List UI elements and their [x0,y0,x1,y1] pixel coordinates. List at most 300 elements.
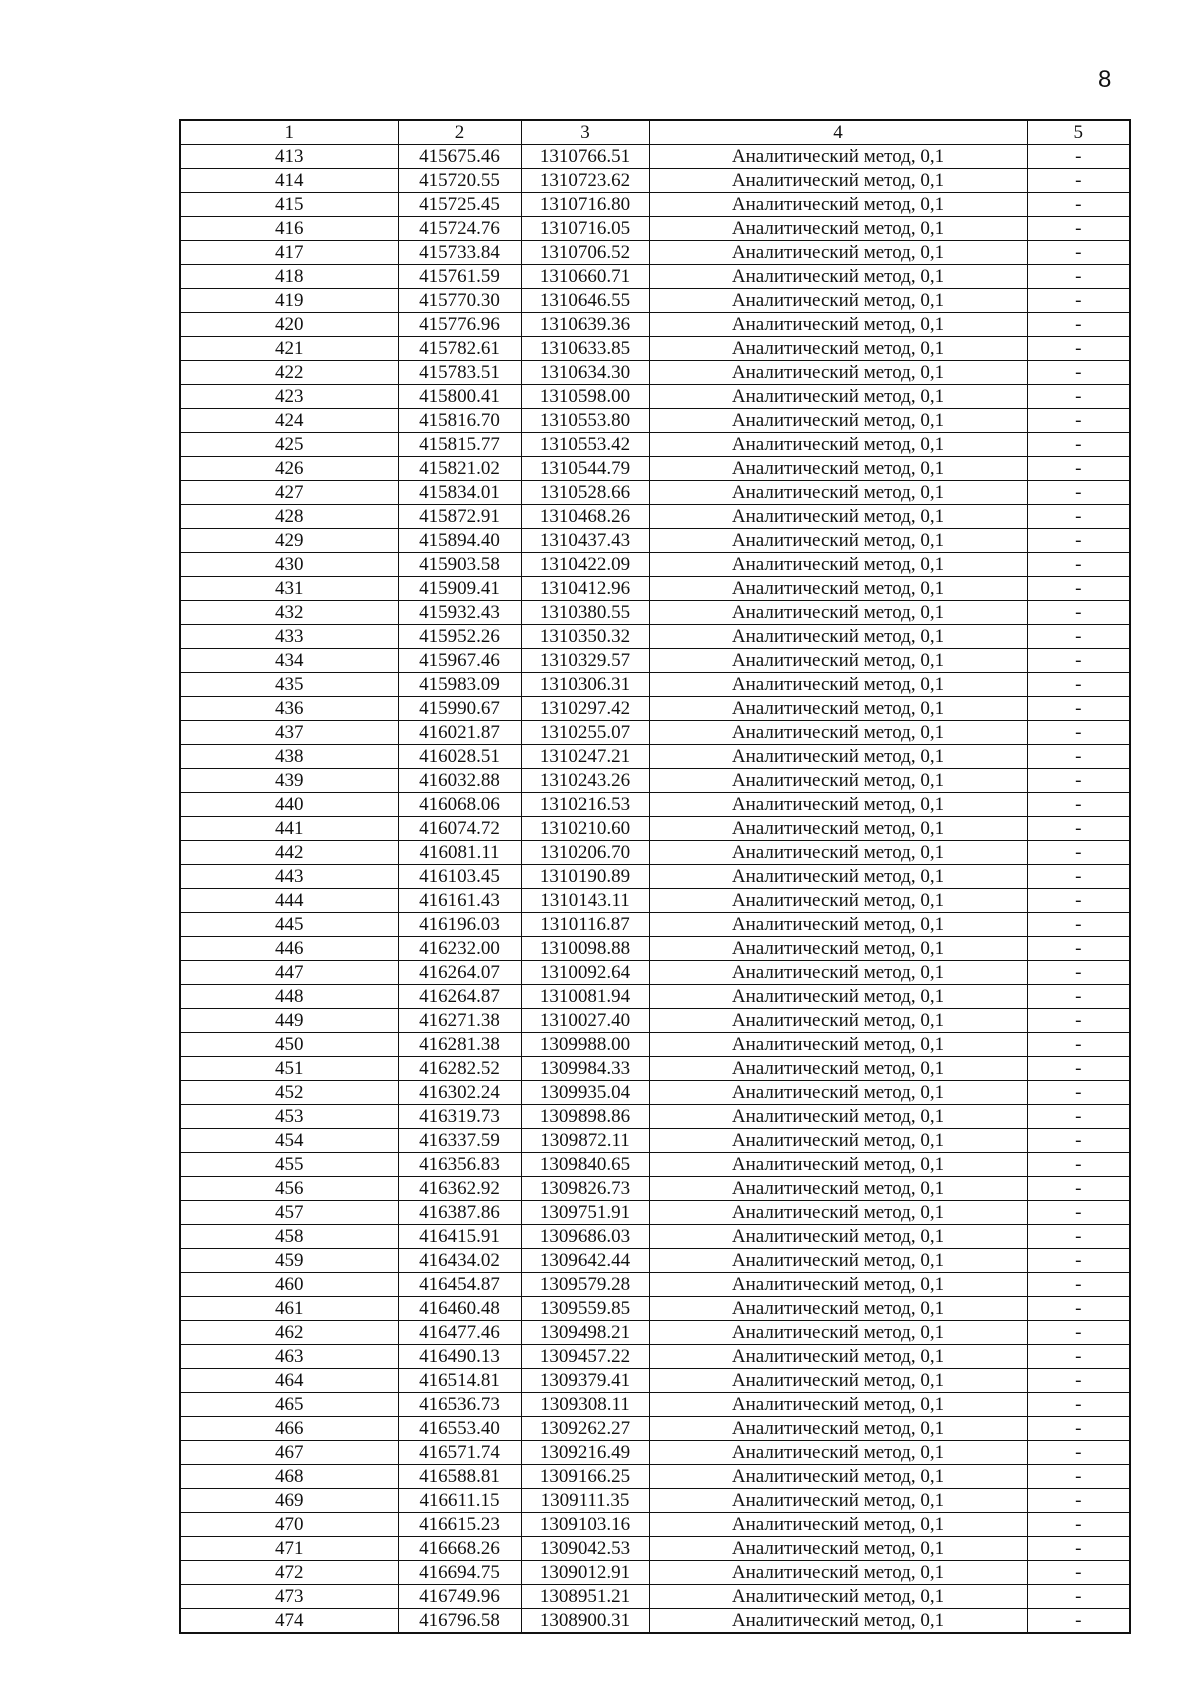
x-coordinate-cell: 416536.73 [398,1393,521,1417]
method-cell: Аналитический метод, 0,1 [649,625,1027,649]
point-number-cell: 471 [180,1537,398,1561]
y-coordinate-cell: 1310766.51 [521,145,649,169]
note-cell: - [1027,1129,1130,1153]
point-number-cell: 467 [180,1441,398,1465]
point-number-cell: 469 [180,1489,398,1513]
point-number-cell: 443 [180,865,398,889]
note-cell: - [1027,217,1130,241]
table-row [180,481,1130,505]
note-cell: - [1027,529,1130,553]
method-cell: Аналитический метод, 0,1 [649,1273,1027,1297]
note-cell: - [1027,601,1130,625]
x-coordinate-cell: 416068.06 [398,793,521,817]
x-coordinate-cell: 416337.59 [398,1129,521,1153]
table-row [180,769,1130,793]
table-body [180,145,1130,1634]
note-cell: - [1027,265,1130,289]
table-row [180,1273,1130,1297]
method-cell: Аналитический метод, 0,1 [649,601,1027,625]
note-cell: - [1027,937,1130,961]
method-cell: Аналитический метод, 0,1 [649,1465,1027,1489]
y-coordinate-cell: 1309308.11 [521,1393,649,1417]
x-coordinate-cell: 416553.40 [398,1417,521,1441]
table-row [180,673,1130,697]
x-coordinate-cell: 416571.74 [398,1441,521,1465]
method-cell: Аналитический метод, 0,1 [649,817,1027,841]
point-number-cell: 439 [180,769,398,793]
note-cell: - [1027,961,1130,985]
table-row [180,1345,1130,1369]
y-coordinate-cell: 1310634.30 [521,361,649,385]
y-coordinate-cell: 1310306.31 [521,673,649,697]
method-cell: Аналитический метод, 0,1 [649,1153,1027,1177]
note-cell: - [1027,385,1130,409]
y-coordinate-cell: 1310716.80 [521,193,649,217]
note-cell: - [1027,553,1130,577]
y-coordinate-cell: 1310027.40 [521,1009,649,1033]
column-header: 1 [180,120,398,145]
table-row [180,1513,1130,1537]
x-coordinate-cell: 415782.61 [398,337,521,361]
table-row [180,1561,1130,1585]
table-row [180,433,1130,457]
note-cell: - [1027,913,1130,937]
note-cell: - [1027,1153,1130,1177]
note-cell: - [1027,673,1130,697]
method-cell: Аналитический метод, 0,1 [649,769,1027,793]
table-header-row [180,120,1130,145]
y-coordinate-cell: 1308951.21 [521,1585,649,1609]
method-cell: Аналитический метод, 0,1 [649,697,1027,721]
note-cell: - [1027,241,1130,265]
y-coordinate-cell: 1310553.42 [521,433,649,457]
point-number-cell: 421 [180,337,398,361]
y-coordinate-cell: 1309840.65 [521,1153,649,1177]
x-coordinate-cell: 416588.81 [398,1465,521,1489]
table-row [180,1033,1130,1057]
table-row [180,1321,1130,1345]
point-number-cell: 451 [180,1057,398,1081]
note-cell: - [1027,1561,1130,1585]
method-cell: Аналитический метод, 0,1 [649,1441,1027,1465]
note-cell: - [1027,721,1130,745]
table-row [180,1153,1130,1177]
note-cell: - [1027,793,1130,817]
point-number-cell: 474 [180,1609,398,1634]
point-number-cell: 470 [180,1513,398,1537]
y-coordinate-cell: 1310092.64 [521,961,649,985]
method-cell: Аналитический метод, 0,1 [649,1249,1027,1273]
x-coordinate-cell: 416281.38 [398,1033,521,1057]
table-row [180,265,1130,289]
point-number-cell: 432 [180,601,398,625]
note-cell: - [1027,457,1130,481]
x-coordinate-cell: 416264.07 [398,961,521,985]
y-coordinate-cell: 1310098.88 [521,937,649,961]
x-coordinate-cell: 415724.76 [398,217,521,241]
x-coordinate-cell: 415821.02 [398,457,521,481]
x-coordinate-cell: 416615.23 [398,1513,521,1537]
y-coordinate-cell: 1310528.66 [521,481,649,505]
point-number-cell: 442 [180,841,398,865]
note-cell: - [1027,1609,1130,1634]
note-cell: - [1027,1489,1130,1513]
method-cell: Аналитический метод, 0,1 [649,1297,1027,1321]
method-cell: Аналитический метод, 0,1 [649,865,1027,889]
point-number-cell: 423 [180,385,398,409]
x-coordinate-cell: 415872.91 [398,505,521,529]
note-cell: - [1027,1177,1130,1201]
table-row [180,337,1130,361]
point-number-cell: 452 [180,1081,398,1105]
note-cell: - [1027,289,1130,313]
point-number-cell: 440 [180,793,398,817]
method-cell: Аналитический метод, 0,1 [649,241,1027,265]
method-cell: Аналитический метод, 0,1 [649,217,1027,241]
method-cell: Аналитический метод, 0,1 [649,529,1027,553]
column-header: 2 [398,120,521,145]
x-coordinate-cell: 416490.13 [398,1345,521,1369]
point-number-cell: 413 [180,145,398,169]
table-row [180,1201,1130,1225]
method-cell: Аналитический метод, 0,1 [649,721,1027,745]
note-cell: - [1027,1345,1130,1369]
table-row [180,457,1130,481]
point-number-cell: 459 [180,1249,398,1273]
table-row [180,1081,1130,1105]
note-cell: - [1027,769,1130,793]
table-row [180,1249,1130,1273]
table-row [180,793,1130,817]
method-cell: Аналитический метод, 0,1 [649,1321,1027,1345]
y-coordinate-cell: 1309498.21 [521,1321,649,1345]
method-cell: Аналитический метод, 0,1 [649,313,1027,337]
y-coordinate-cell: 1309379.41 [521,1369,649,1393]
note-cell: - [1027,577,1130,601]
method-cell: Аналитический метод, 0,1 [649,961,1027,985]
y-coordinate-cell: 1309642.44 [521,1249,649,1273]
x-coordinate-cell: 415903.58 [398,553,521,577]
method-cell: Аналитический метод, 0,1 [649,481,1027,505]
table-row [180,553,1130,577]
y-coordinate-cell: 1310598.00 [521,385,649,409]
method-cell: Аналитический метод, 0,1 [649,673,1027,697]
point-number-cell: 417 [180,241,398,265]
note-cell: - [1027,745,1130,769]
point-number-cell: 461 [180,1297,398,1321]
method-cell: Аналитический метод, 0,1 [649,577,1027,601]
note-cell: - [1027,1225,1130,1249]
x-coordinate-cell: 415932.43 [398,601,521,625]
y-coordinate-cell: 1310380.55 [521,601,649,625]
table-row [180,361,1130,385]
y-coordinate-cell: 1310206.70 [521,841,649,865]
table-row [180,1225,1130,1249]
method-cell: Аналитический метод, 0,1 [649,1033,1027,1057]
point-number-cell: 424 [180,409,398,433]
note-cell: - [1027,1201,1130,1225]
table-row [180,985,1130,1009]
note-cell: - [1027,193,1130,217]
method-cell: Аналитический метод, 0,1 [649,1561,1027,1585]
table-row [180,1009,1130,1033]
y-coordinate-cell: 1308900.31 [521,1609,649,1634]
point-number-cell: 437 [180,721,398,745]
note-cell: - [1027,889,1130,913]
point-number-cell: 465 [180,1393,398,1417]
table-row [180,1057,1130,1081]
y-coordinate-cell: 1310329.57 [521,649,649,673]
point-number-cell: 415 [180,193,398,217]
y-coordinate-cell: 1309579.28 [521,1273,649,1297]
y-coordinate-cell: 1309751.91 [521,1201,649,1225]
table-row [180,505,1130,529]
point-number-cell: 427 [180,481,398,505]
point-number-cell: 426 [180,457,398,481]
point-number-cell: 448 [180,985,398,1009]
method-cell: Аналитический метод, 0,1 [649,265,1027,289]
x-coordinate-cell: 416694.75 [398,1561,521,1585]
table-row [180,1393,1130,1417]
method-cell: Аналитический метод, 0,1 [649,1489,1027,1513]
method-cell: Аналитический метод, 0,1 [649,145,1027,169]
y-coordinate-cell: 1309984.33 [521,1057,649,1081]
table-row [180,1465,1130,1489]
note-cell: - [1027,1465,1130,1489]
x-coordinate-cell: 416387.86 [398,1201,521,1225]
coordinates-table [179,119,1131,1634]
x-coordinate-cell: 416021.87 [398,721,521,745]
x-coordinate-cell: 415720.55 [398,169,521,193]
y-coordinate-cell: 1309457.22 [521,1345,649,1369]
note-cell: - [1027,409,1130,433]
y-coordinate-cell: 1309686.03 [521,1225,649,1249]
method-cell: Аналитический метод, 0,1 [649,985,1027,1009]
point-number-cell: 441 [180,817,398,841]
x-coordinate-cell: 415952.26 [398,625,521,649]
note-cell: - [1027,625,1130,649]
x-coordinate-cell: 415733.84 [398,241,521,265]
method-cell: Аналитический метод, 0,1 [649,553,1027,577]
y-coordinate-cell: 1310255.07 [521,721,649,745]
y-coordinate-cell: 1310639.36 [521,313,649,337]
x-coordinate-cell: 415761.59 [398,265,521,289]
y-coordinate-cell: 1309898.86 [521,1105,649,1129]
x-coordinate-cell: 415894.40 [398,529,521,553]
method-cell: Аналитический метод, 0,1 [649,289,1027,313]
x-coordinate-cell: 415834.01 [398,481,521,505]
page-number: 8 [1098,66,1112,93]
method-cell: Аналитический метод, 0,1 [649,1513,1027,1537]
x-coordinate-cell: 416319.73 [398,1105,521,1129]
note-cell: - [1027,1417,1130,1441]
note-cell: - [1027,649,1130,673]
note-cell: - [1027,1369,1130,1393]
point-number-cell: 429 [180,529,398,553]
table-row [180,1369,1130,1393]
point-number-cell: 422 [180,361,398,385]
y-coordinate-cell: 1310210.60 [521,817,649,841]
x-coordinate-cell: 416264.87 [398,985,521,1009]
note-cell: - [1027,1249,1130,1273]
table-row [180,865,1130,889]
point-number-cell: 463 [180,1345,398,1369]
table-row [180,601,1130,625]
note-cell: - [1027,1009,1130,1033]
y-coordinate-cell: 1310116.87 [521,913,649,937]
x-coordinate-cell: 416362.92 [398,1177,521,1201]
method-cell: Аналитический метод, 0,1 [649,841,1027,865]
y-coordinate-cell: 1309935.04 [521,1081,649,1105]
table-row [180,697,1130,721]
table-row [180,1417,1130,1441]
y-coordinate-cell: 1310468.26 [521,505,649,529]
method-cell: Аналитический метод, 0,1 [649,937,1027,961]
table-row [180,385,1130,409]
table-row [180,1441,1130,1465]
y-coordinate-cell: 1310716.05 [521,217,649,241]
y-coordinate-cell: 1310143.11 [521,889,649,913]
note-cell: - [1027,481,1130,505]
point-number-cell: 418 [180,265,398,289]
note-cell: - [1027,433,1130,457]
note-cell: - [1027,1585,1130,1609]
table-row [180,745,1130,769]
x-coordinate-cell: 416032.88 [398,769,521,793]
table-row [180,649,1130,673]
y-coordinate-cell: 1309262.27 [521,1417,649,1441]
point-number-cell: 460 [180,1273,398,1297]
method-cell: Аналитический метод, 0,1 [649,1057,1027,1081]
x-coordinate-cell: 415800.41 [398,385,521,409]
note-cell: - [1027,145,1130,169]
point-number-cell: 428 [180,505,398,529]
note-cell: - [1027,337,1130,361]
x-coordinate-cell: 416796.58 [398,1609,521,1634]
method-cell: Аналитический метод, 0,1 [649,409,1027,433]
column-header: 3 [521,120,649,145]
point-number-cell: 416 [180,217,398,241]
method-cell: Аналитический метод, 0,1 [649,1201,1027,1225]
table-row [180,193,1130,217]
method-cell: Аналитический метод, 0,1 [649,1369,1027,1393]
method-cell: Аналитический метод, 0,1 [649,457,1027,481]
point-number-cell: 450 [180,1033,398,1057]
x-coordinate-cell: 416271.38 [398,1009,521,1033]
y-coordinate-cell: 1309559.85 [521,1297,649,1321]
point-number-cell: 445 [180,913,398,937]
note-cell: - [1027,1057,1130,1081]
x-coordinate-cell: 415783.51 [398,361,521,385]
table-row [180,721,1130,745]
method-cell: Аналитический метод, 0,1 [649,1105,1027,1129]
table-row [180,889,1130,913]
method-cell: Аналитический метод, 0,1 [649,793,1027,817]
point-number-cell: 444 [180,889,398,913]
point-number-cell: 425 [180,433,398,457]
x-coordinate-cell: 415990.67 [398,697,521,721]
method-cell: Аналитический метод, 0,1 [649,1417,1027,1441]
note-cell: - [1027,865,1130,889]
table-row [180,145,1130,169]
point-number-cell: 430 [180,553,398,577]
y-coordinate-cell: 1310723.62 [521,169,649,193]
table-row [180,1129,1130,1153]
method-cell: Аналитический метод, 0,1 [649,1609,1027,1634]
y-coordinate-cell: 1309042.53 [521,1537,649,1561]
method-cell: Аналитический метод, 0,1 [649,193,1027,217]
table-row [180,1297,1130,1321]
table-row [180,1585,1130,1609]
x-coordinate-cell: 416454.87 [398,1273,521,1297]
y-coordinate-cell: 1310553.80 [521,409,649,433]
table-row [180,625,1130,649]
x-coordinate-cell: 415776.96 [398,313,521,337]
table-row [180,961,1130,985]
x-coordinate-cell: 416415.91 [398,1225,521,1249]
note-cell: - [1027,1441,1130,1465]
note-cell: - [1027,817,1130,841]
x-coordinate-cell: 416028.51 [398,745,521,769]
point-number-cell: 436 [180,697,398,721]
x-coordinate-cell: 416477.46 [398,1321,521,1345]
y-coordinate-cell: 1309216.49 [521,1441,649,1465]
x-coordinate-cell: 415967.46 [398,649,521,673]
point-number-cell: 473 [180,1585,398,1609]
x-coordinate-cell: 416302.24 [398,1081,521,1105]
method-cell: Аналитический метод, 0,1 [649,385,1027,409]
y-coordinate-cell: 1309111.35 [521,1489,649,1513]
point-number-cell: 464 [180,1369,398,1393]
point-number-cell: 438 [180,745,398,769]
method-cell: Аналитический метод, 0,1 [649,913,1027,937]
method-cell: Аналитический метод, 0,1 [649,1177,1027,1201]
x-coordinate-cell: 416161.43 [398,889,521,913]
x-coordinate-cell: 416514.81 [398,1369,521,1393]
point-number-cell: 453 [180,1105,398,1129]
point-number-cell: 449 [180,1009,398,1033]
note-cell: - [1027,1321,1130,1345]
x-coordinate-cell: 416749.96 [398,1585,521,1609]
note-cell: - [1027,1537,1130,1561]
point-number-cell: 456 [180,1177,398,1201]
x-coordinate-cell: 415909.41 [398,577,521,601]
x-coordinate-cell: 416356.83 [398,1153,521,1177]
table-row [180,529,1130,553]
y-coordinate-cell: 1310412.96 [521,577,649,601]
point-number-cell: 466 [180,1417,398,1441]
x-coordinate-cell: 415675.46 [398,145,521,169]
method-cell: Аналитический метод, 0,1 [649,361,1027,385]
point-number-cell: 446 [180,937,398,961]
point-number-cell: 434 [180,649,398,673]
table-row [180,1177,1130,1201]
method-cell: Аналитический метод, 0,1 [649,1537,1027,1561]
note-cell: - [1027,1081,1130,1105]
table-row [180,817,1130,841]
note-cell: - [1027,505,1130,529]
table-row [180,1537,1130,1561]
point-number-cell: 420 [180,313,398,337]
y-coordinate-cell: 1310243.26 [521,769,649,793]
point-number-cell: 454 [180,1129,398,1153]
x-coordinate-cell: 415725.45 [398,193,521,217]
point-number-cell: 447 [180,961,398,985]
y-coordinate-cell: 1309166.25 [521,1465,649,1489]
y-coordinate-cell: 1310190.89 [521,865,649,889]
x-coordinate-cell: 416074.72 [398,817,521,841]
point-number-cell: 458 [180,1225,398,1249]
